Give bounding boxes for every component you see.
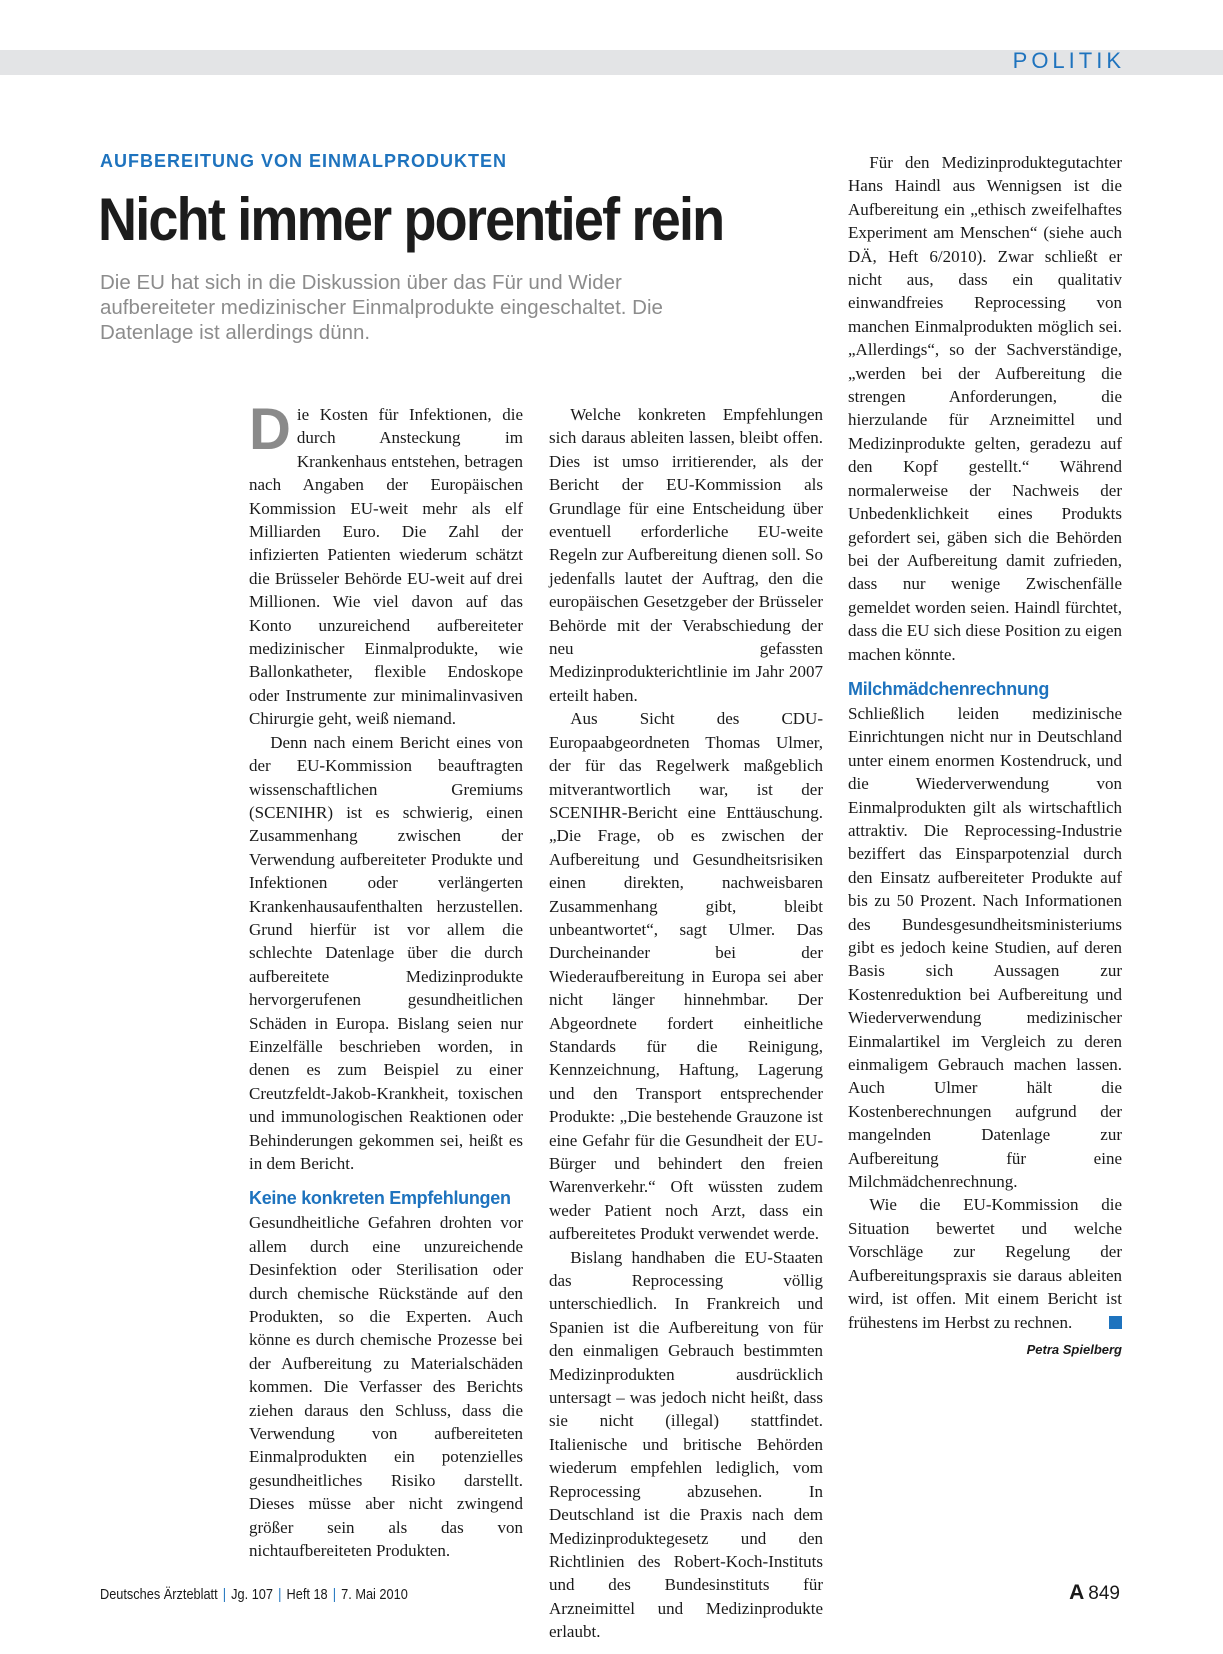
subheading-recommendations: Keine konkreten Empfehlungen	[249, 1188, 511, 1209]
paragraph-8: Schließlich leiden medizinische Einrichtungen nicht nur in Deutschland unter einem enormen Kostendruck, und die Wiederverwendung von Einmalprodukten gilt als wirtschaftlich attraktiv. Die Reprocessing-Industrie beziffert das Einsparpotenzial durch den Einsatz aufbereiteter Produkte auf bis zu 50 Prozent. Nach Informationen des Bundesgesundheitsministeriums gibt es jedoch keine Studien, auf deren Basis sich Aussagen zur Kostenreduktion bei Aufbereitung und Wiederverwendung medizinischer Einmalartikel im Vergleich zu deren einmaligem Gebrauch machen lassen. Auch Ulmer hält die Kostenberechnungen aufgrund der mangelnden Datenlage zur Aufbereitung für eine Milchmädchenrechnung.	[848, 703, 1122, 1192]
footer-separator: |	[278, 1586, 282, 1603]
footer-citation	[100, 1586, 408, 1603]
page-prefix: A	[1069, 1581, 1085, 1604]
footer-journal: Deutsches Ärzteblatt	[100, 1586, 218, 1603]
article-lead: Die EU hat sich in die Diskussion über das Für und Wider aufbereiteter medizinischer Einmalprodukte eingeschaltet. Die Datenlage ist allerdings dünn.	[100, 271, 663, 344]
paragraph-1-text: ie Kosten für Infektionen, die durch Ansteckung im Krankenhaus entstehen, betragen nach Angaben der Europäischen Kommission EU-weit mehr als elf Milliarden Euro. Die Zahl der infizierten Patienten wiederum schätzt die Brüsseler Behörde EU-weit auf drei Millionen. Wie viel davon auf das Konto unzureichend aufbereiteter medizinischer Einmalprodukte, wie Ballonkatheter, flexible Endoskope oder Instrumente zur minimalinvasiven Chirurgie geht, weiß niemand.	[249, 405, 523, 729]
article-column-3	[848, 151, 1122, 1361]
author-byline: Petra Spielberg	[1026, 1341, 1122, 1357]
drop-cap: D	[249, 397, 291, 462]
paragraph-9	[848, 1193, 1122, 1333]
article-kicker: AUFBEREITUNG VON EINMALPRODUKTEN	[100, 151, 508, 171]
paragraph-2: Denn nach einem Bericht eines von der EU-Kommission beauftragten wissenschaftlichen Gremiums (SCENIHR) ist es schwierig, einen Zusammenhang zwischen der Verwendung aufbereiteter Produkte und Infektionen oder verlängerten Krankenhausaufenthalten herzustellen. Grund hierfür ist vor allem die schlechte Datenlage über die durch aufbereitete Medizinprodukte hervorgerufenen gesundheitlichen Schäden in Europa. Bislang seien nur Einzelfälle beschrieben worden, in denen es zum Beispiel zu einer Creutzfeldt-Jakob-Krankheit, toxischen und immunologischen Reaktionen oder Behinderungen gekommen sei, heißt es in dem Bericht.	[249, 732, 523, 1173]
paragraph-7: Für den Medizinproduktegutachter Hans Haindl aus Wennigsen ist die Aufbereitung ein „ethisch zweifelhaftes Experiment am Menschen“ (siehe auch DÄ, Heft 6/2010). Zwar schließt er nicht aus, dass ein qualitativ einwandfreies Reprocessing von manchen Einmalprodukten möglich sei. „Allerdings“, so der Sachverständige, „werden bei der Aufbereitung die strengen Anforderungen, die hierzulande für Arzneimittel und Medizinprodukte gelten, geradezu auf den Kopf gestellt.“ Während normalerweise der Nachweis der Unbedenklichkeit eines Produkts gefordert sei, gäben sich die Behörden bei der Aufbereitung damit zufrieden, dass nur wenige Zwischenfälle gemeldet worden seien. Haindl fürchtet, dass die EU sich diese Position zu eigen machen könnte.	[848, 153, 1122, 664]
footer-volume: Jg. 107	[231, 1586, 274, 1603]
section-label: POLITIK	[1012, 48, 1125, 73]
paragraph-3: Gesundheitliche Gefahren drohten vor allem durch eine unzureichende Desinfektion oder Sterilisation oder durch chemische Rückstände auf den Produkten, so die Experten. Auch könne es durch chemische Prozesse bei der Aufbereitung zu Materialschäden kommen. Die Verfasser des Berichts ziehen daraus den Schluss, dass die Verwendung von aufbereiteten Einmalprodukten ein potenzielles gesundheitliches Risiko darstellt. Dieses müsse aber nicht zwingend größer sein als das von nichtaufbereiteten Produkten.	[249, 1213, 523, 1561]
article-column-1	[249, 397, 523, 1563]
page-number-value: 849	[1088, 1583, 1120, 1604]
article-title: Nicht immer porentief rein	[98, 186, 724, 253]
paragraph-4: Welche konkreten Empfehlungen sich daraus ableiten lassen, bleibt offen. Dies ist umso irritierender, als der Bericht der EU-Kommission als Grundlage für eine Entscheidung über eventuell erforderliche EU-weite Regeln zur Aufbereitung dienen soll. So jedenfalls lautet der Auftrag, den die europäischen Gesetzgeber der Brüsseler Behörde mit der Verabschiedung der neu gefassten Medizinprodukterichtlinie im Jahr 2007 erteilt haben.	[549, 405, 823, 705]
page-number	[1069, 1581, 1120, 1605]
paragraph-1	[249, 397, 523, 731]
paragraph-6: Bislang handhaben die EU-Staaten das Reprocessing völlig unterschiedlich. In Frankreich und Spanien ist die Aufbereitung von für den einmaligen Gebrauch bestimmten Medizinprodukten ausdrücklich untersagt – was jedoch nicht heißt, dass sie nicht (illegal) stattfindet. Italienische und britische Behörden wiederum empfehlen lediglich, vom Reprocessing abzusehen. In Deutschland ist die Praxis nach dem Medizinproduktegesetz und den Richtlinien des Robert-Koch-Instituts und des Bundesinstituts für Arzneimittel und Medizinprodukte erlaubt.	[549, 1247, 823, 1642]
subheading-milchmaedchen: Milchmädchenrechnung	[848, 678, 1050, 699]
footer-date: 7. Mai 2010	[341, 1586, 408, 1603]
paragraph-9-text: Wie die EU-Kommission die Situation bewertet und welche Vorschläge zur Regelung der Aufbereitungspraxis sie daraus ableiten wird, ist offen. Mit einem Bericht ist frühestens im Herbst zu rechnen.	[848, 1195, 1122, 1332]
end-mark-square	[1109, 1316, 1122, 1329]
footer-separator: |	[222, 1586, 227, 1603]
paragraph-5: Aus Sicht des CDU-Europaabgeordneten Thomas Ulmer, der für das Regelwerk maßgeblich mitverantwortlich war, ist der SCENIHR-Bericht eine Enttäuschung. „Die Frage, ob es zwischen der Aufbereitung und Gesundheitsrisiken einen direkten, nachweisbaren Zusammenhang gibt, bleibt unbeantwortet“, sagt Ulmer. Das Durcheinander bei der Wiederaufbereitung in Europa sei aber nicht länger hinnehmbar. Der Abgeordnete fordert einheitliche Standards für die Reinigung, Kennzeichnung, Haftung, Lagerung und den Transport entsprechender Produkte: „Die bestehende Grauzone ist eine Gefahr für die Gesundheit der EU-Bürger und behindert den freien Warenverkehr.“ Oft wüssten zudem weder Patient noch Arzt, dass ein aufbereitetes Produkt verwendet werde.	[549, 709, 823, 1244]
footer-issue: Heft 18	[286, 1586, 328, 1603]
footer-separator: |	[332, 1586, 337, 1603]
article-column-2	[549, 403, 823, 1644]
